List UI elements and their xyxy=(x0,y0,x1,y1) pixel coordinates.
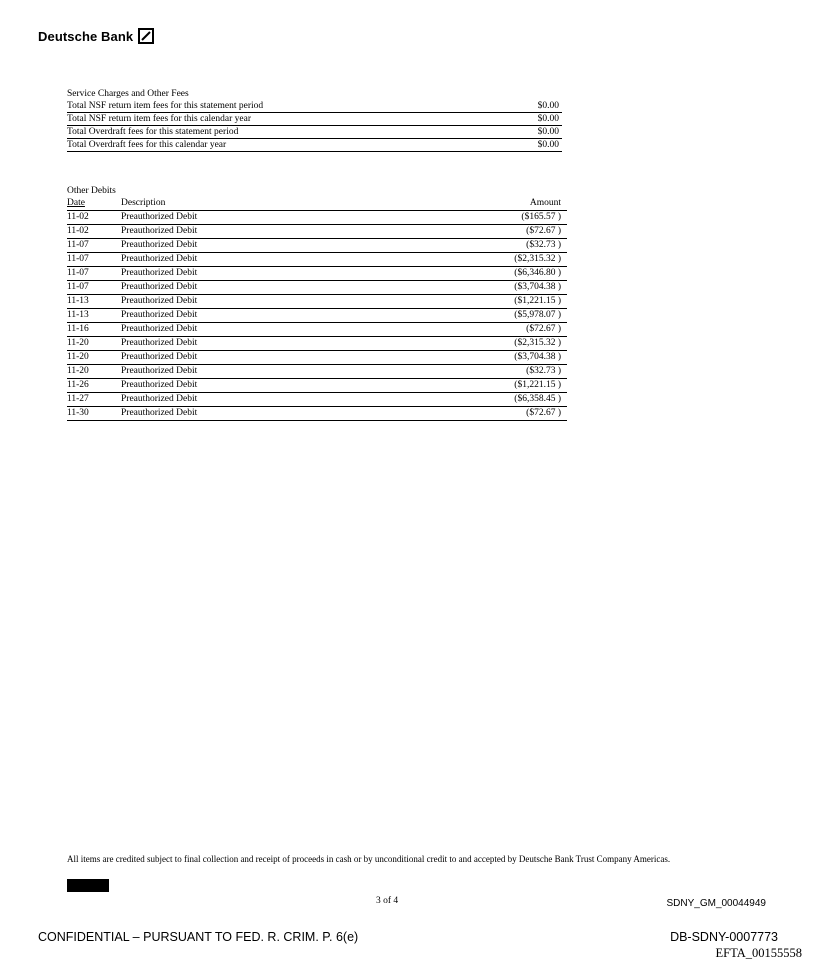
debit-date: 11-07 xyxy=(67,268,89,278)
debit-description: Preauthorized Debit xyxy=(121,254,198,264)
redaction-box xyxy=(67,879,109,892)
debit-rows xyxy=(67,211,567,421)
debit-row xyxy=(67,407,567,421)
fee-label: Total NSF return item fees for this statement period xyxy=(67,101,264,111)
debit-date: 11-02 xyxy=(67,226,89,236)
fee-amount: $0.00 xyxy=(537,127,559,137)
debit-amount: ($165.57 ) xyxy=(521,212,561,222)
debit-description: Preauthorized Debit xyxy=(121,240,198,250)
debit-row xyxy=(67,379,567,393)
debit-amount: ($32.73 ) xyxy=(526,240,561,250)
debit-date: 11-02 xyxy=(67,212,89,222)
debit-row xyxy=(67,225,567,239)
debit-row xyxy=(67,309,567,323)
fee-amount: $0.00 xyxy=(537,101,559,111)
debit-description: Preauthorized Debit xyxy=(121,338,198,348)
debit-row xyxy=(67,365,567,379)
description-header: Description xyxy=(121,198,166,208)
bank-name: Deutsche Bank xyxy=(38,28,134,44)
debit-amount: ($5,978.07 ) xyxy=(514,310,561,320)
debit-amount: ($1,221.15 ) xyxy=(514,380,561,390)
debit-amount: ($6,346.80 ) xyxy=(514,268,561,278)
debit-amount: ($3,704.38 ) xyxy=(514,352,561,362)
other-debits-section xyxy=(67,185,567,421)
debit-date: 11-07 xyxy=(67,240,89,250)
debit-amount: ($3,704.38 ) xyxy=(514,282,561,292)
bates-db-sdny: DB-SDNY-0007773 xyxy=(670,930,778,944)
page-number: 3 of 4 xyxy=(376,896,399,906)
debit-row xyxy=(67,323,567,337)
debit-row xyxy=(67,267,567,281)
debit-amount: ($6,358.45 ) xyxy=(514,394,561,404)
debit-amount: ($2,315.32 ) xyxy=(514,338,561,348)
bates-sdny-gm: SDNY_GM_00044949 xyxy=(666,898,766,909)
date-header: Date xyxy=(67,198,85,208)
debit-amount: ($1,221.15 ) xyxy=(514,296,561,306)
debit-row xyxy=(67,337,567,351)
deutsche-bank-slash-logo-icon xyxy=(138,28,154,44)
debit-date: 11-30 xyxy=(67,408,89,418)
debit-date: 11-07 xyxy=(67,282,89,292)
debit-row xyxy=(67,295,567,309)
debit-row xyxy=(67,253,567,267)
fee-rows xyxy=(67,100,562,152)
service-charges-title: Service Charges and Other Fees xyxy=(67,89,189,99)
amount-header: Amount xyxy=(529,198,561,208)
fee-row xyxy=(67,139,562,152)
debit-row xyxy=(67,351,567,365)
debit-date: 11-20 xyxy=(67,366,89,376)
debit-row xyxy=(67,393,567,407)
debit-amount: ($32.73 ) xyxy=(526,366,561,376)
debit-row xyxy=(67,281,567,295)
fee-amount: $0.00 xyxy=(537,140,559,150)
debit-date: 11-13 xyxy=(67,296,89,306)
debit-amount: ($2,315.32 ) xyxy=(514,254,561,264)
fee-label: Total Overdraft fees for this calendar year xyxy=(67,140,227,150)
other-debits-title: Other Debits xyxy=(67,186,116,196)
fee-label: Total Overdraft fees for this statement period xyxy=(67,127,239,137)
debit-amount: ($72.67 ) xyxy=(526,408,561,418)
debit-description: Preauthorized Debit xyxy=(121,212,198,222)
fee-row xyxy=(67,100,562,113)
debit-description: Preauthorized Debit xyxy=(121,296,198,306)
efta-number: EFTA_00155558 xyxy=(715,946,802,960)
debit-description: Preauthorized Debit xyxy=(121,394,198,404)
bank-logo xyxy=(38,26,154,46)
debit-row xyxy=(67,239,567,253)
debits-header-row xyxy=(67,197,567,211)
debit-description: Preauthorized Debit xyxy=(121,268,198,278)
fee-amount: $0.00 xyxy=(537,114,559,124)
debit-description: Preauthorized Debit xyxy=(121,408,198,418)
debit-description: Preauthorized Debit xyxy=(121,352,198,362)
debit-description: Preauthorized Debit xyxy=(121,282,198,292)
debit-date: 11-27 xyxy=(67,394,89,404)
debit-description: Preauthorized Debit xyxy=(121,366,198,376)
debit-description: Preauthorized Debit xyxy=(121,226,198,236)
debit-date: 11-20 xyxy=(67,338,89,348)
debit-row xyxy=(67,211,567,225)
debit-date: 11-16 xyxy=(67,324,89,334)
debit-amount: ($72.67 ) xyxy=(526,226,561,236)
fee-label: Total NSF return item fees for this calendar year xyxy=(67,114,251,124)
fee-row xyxy=(67,113,562,126)
debit-date: 11-20 xyxy=(67,352,89,362)
debit-description: Preauthorized Debit xyxy=(121,324,198,334)
debit-amount: ($72.67 ) xyxy=(526,324,561,334)
confidential-notice: CONFIDENTIAL – PURSUANT TO FED. R. CRIM. P. 6(e) xyxy=(38,930,359,944)
service-charges-section xyxy=(67,88,562,152)
credit-footnote: All items are credited subject to final collection and receipt of proceeds in cash or by unconditional credit to and accepted by Deutsche Bank Trust Company Americas. xyxy=(67,854,671,864)
debit-date: 11-26 xyxy=(67,380,89,390)
debit-date: 11-13 xyxy=(67,310,89,320)
debit-description: Preauthorized Debit xyxy=(121,380,198,390)
debit-description: Preauthorized Debit xyxy=(121,310,198,320)
fee-row xyxy=(67,126,562,139)
debit-date: 11-07 xyxy=(67,254,89,264)
